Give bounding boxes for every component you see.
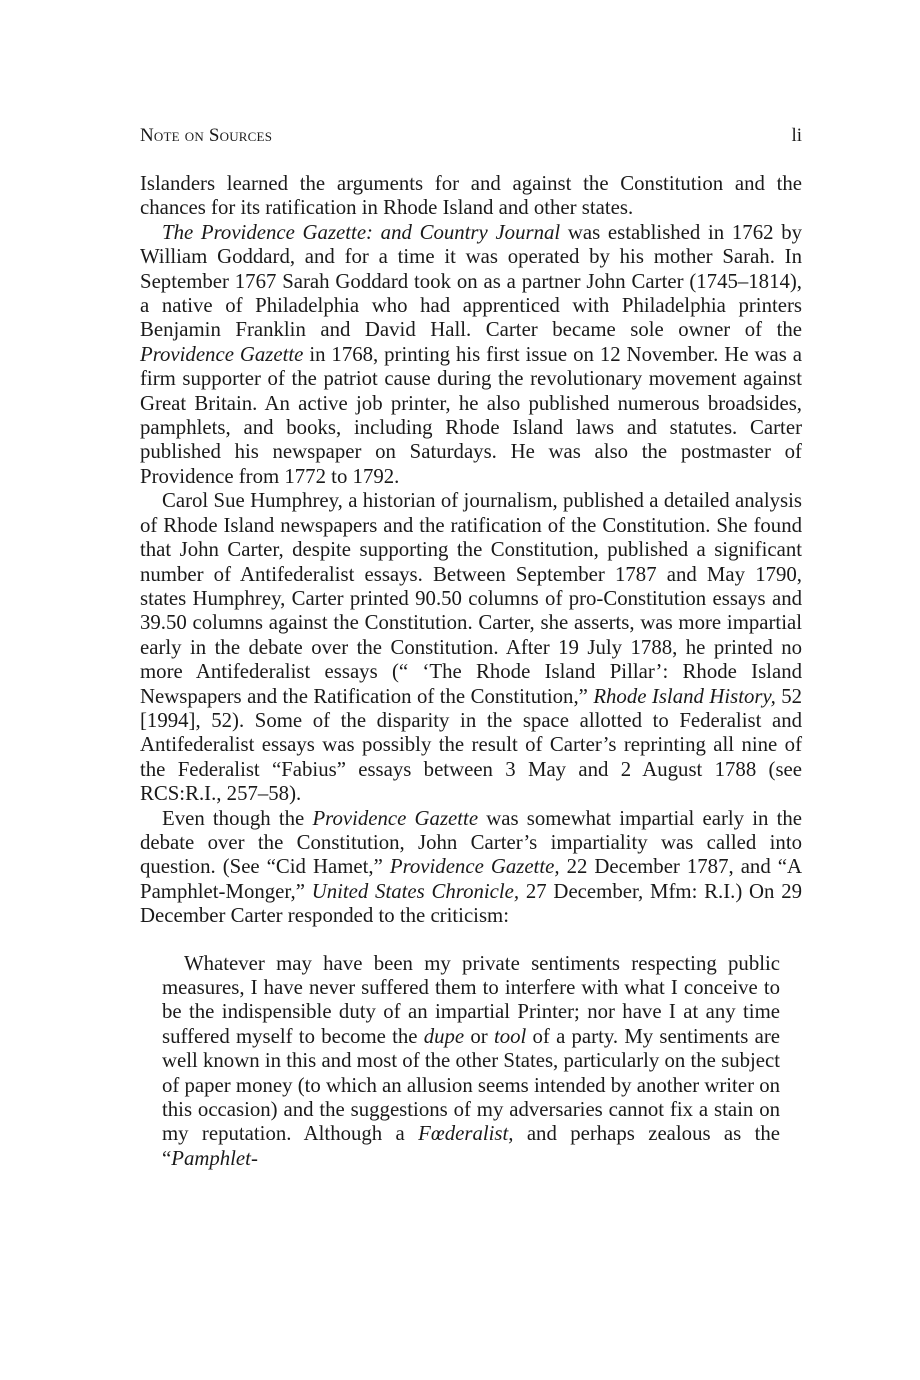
italic-text-run: Fœderalist, <box>418 1122 514 1146</box>
italic-text-run: Providence Gazette <box>312 806 479 830</box>
running-head <box>140 122 802 150</box>
italic-text-run: Rhode Island History, <box>593 684 776 708</box>
text-run: 22 December 1787, and “A Pamphlet-Monger,” <box>140 855 802 903</box>
text-run: was somewhat impartial early in the debate over the Constitution, John Carter’s impartiality was called into question. (See “Cid Hamet,” <box>140 806 802 879</box>
text-run: of a party. My sentiments are well known in this and most of the other States, particularly on the subject of paper money (to which an allusion seems intended by another writer on this occasion) and the suggestions of my adversaries cannot fix a stain on my reputation. Although a <box>162 1024 781 1146</box>
italic-text-run: Providence Gazette <box>140 342 304 366</box>
text-run: was established in 1762 by William Goddard, and for a time it was operated by his mother Sarah. In September 1767 Sarah Goddard took on as a partner John Carter (1745–1814), a native of Philadelphia who had apprenticed with Philadelphia printers Benjamin Franklin and David Hall. Carter became sole owner of the <box>140 220 802 342</box>
italic-text-run: The Providence Gazette: and Country Journal <box>162 220 561 244</box>
italic-text-run: Pamphlet- <box>171 1146 258 1170</box>
text-run: Carol Sue Humphrey, a historian of journalism, published a detailed analysis of Rhode Island newspapers and the ratification of the Constitution. She found that John Carter, despite supporting the Constitution, published a significant number of Antifederalist essays. Between September 1787 and May 1790, states Humphrey, Carter printed 90.50 columns of pro-Constitution essays and 39.50 columns against the Constitution. Carter, she asserts, was more impartial early in the debate over the Constitution. After 19 July 1788, he printed no more Antifederalist essays (“ ‘The Rhode Island Pillar’: Rhode Island Newspapers and the Ratification of the Constitution,” <box>140 489 802 708</box>
page <box>140 0 802 1380</box>
paragraph-4 <box>140 807 802 929</box>
text-run: 52 [1994], 52). Some of the disparity in the space allotted to Federalist and Antifederalist essays was possibly the result of Carter’s reprinting all nine of the Federalist “Fabius” essays between 3 May and 2 August 1788 (see RCS:R.I., 257–58). <box>140 684 802 806</box>
text-run: and perhaps zealous as the “ <box>162 1122 780 1170</box>
italic-text-run: Providence Gazette, <box>389 855 560 879</box>
body-text <box>140 172 802 1171</box>
text-run: or <box>464 1024 494 1048</box>
block-quote <box>162 952 780 1172</box>
italic-text-run: dupe <box>423 1024 465 1048</box>
text-run: in 1768, printing his first issue on 12 November. He was a firm supporter of the patriot cause during the revolutionary movement against Great Britain. An active job printer, he also published numerous broadsides, pamphlets, and books, including Rhode Island laws and statutes. Carter published his newspaper on Saturdays. He was also the postmaster of Providence from 1772 to 1792. <box>140 342 802 488</box>
running-head-title: Note on Sources <box>140 125 273 146</box>
text-run: 27 December, Mfm: R.I.) On 29 December Carter responded to the criticism: <box>140 879 802 928</box>
italic-text-run: tool <box>493 1024 527 1048</box>
page-number: li <box>791 125 802 146</box>
paragraph-1 <box>140 172 802 221</box>
text-run: Whatever may have been my private sentiments respecting public measures, I have never suffered them to interfere with what I conceive to be the indispensible duty of an impartial Printer; nor have I at any time suffered myself to become the <box>162 951 780 1048</box>
paragraph-3 <box>140 489 802 806</box>
text-run: Even though the <box>162 806 313 830</box>
paragraph-2 <box>140 221 802 489</box>
italic-text-run: United States Chronicle, <box>311 879 520 903</box>
text-run: Islanders learned the arguments for and against the Constitution and the chances for its ratification in Rhode Island and other states. <box>140 172 802 220</box>
